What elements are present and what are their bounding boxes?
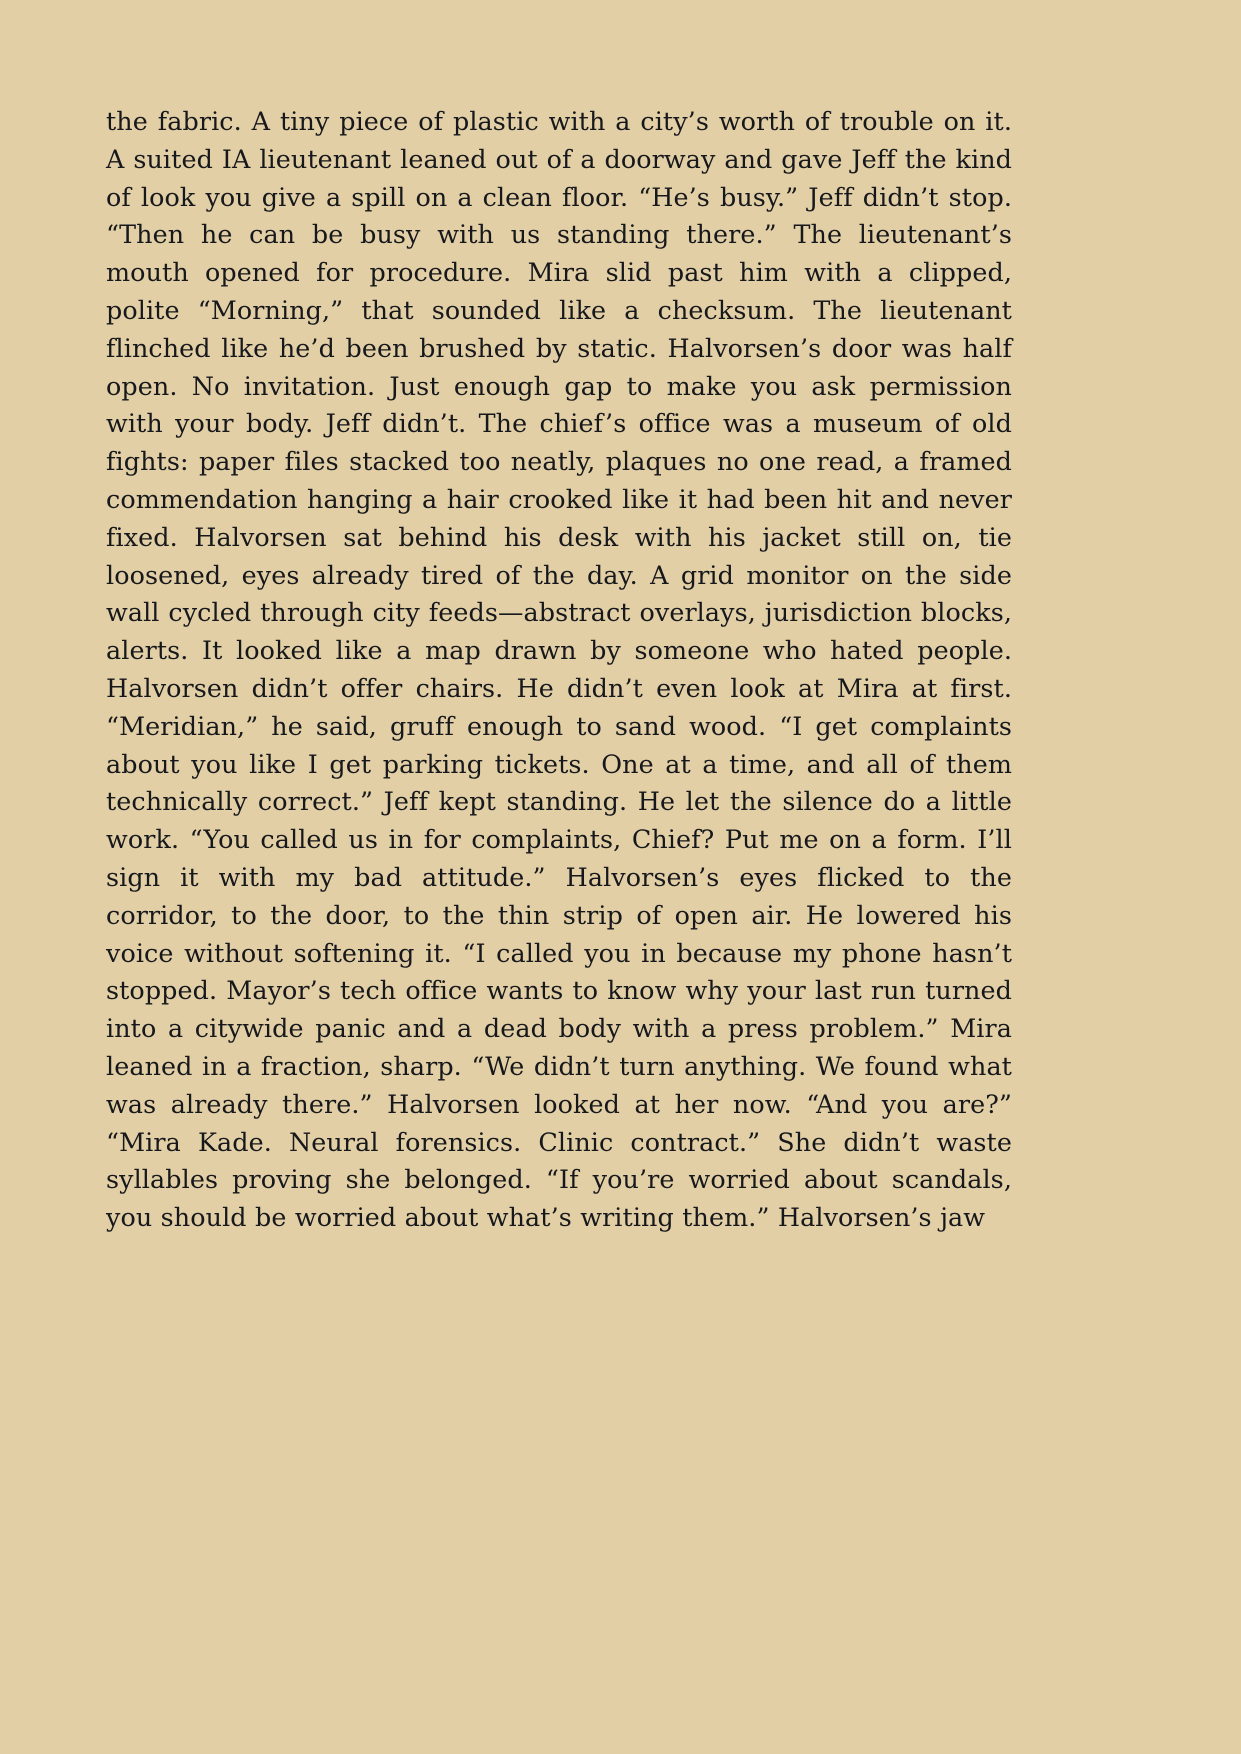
text-column [106,103,1012,1237]
body-paragraph: the fabric. A tiny piece of plastic with a city’s worth of trouble on it. A suited IA lieutenant leaned out of a doorway and gave Jeff the kind of look you give a spill on a clean floor. “He’s busy.” Jeff didn’t stop. “Then he can be busy with us standing there.” The lieutenant’s mouth opened for procedure. Mira slid past him with a clipped, polite “Morning,” that sounded like a checksum. The lieutenant flinched like he’d been brushed by static. Halvorsen’s door was half open. No invitation. Just enough gap to make you ask permission with your body. Jeff didn’t. The chief’s office was a museum of old fights: paper files stacked too neatly, plaques no one read, a framed commendation hanging a hair crooked like it had been hit and never fixed. Halvorsen sat behind his desk with his jacket still on, tie loosened, eyes already tired of the day. A grid monitor on the side wall cycled through city feeds—abstract overlays, jurisdiction blocks, alerts. It looked like a map drawn by someone who hated people. Halvorsen didn’t offer chairs. He didn’t even look at Mira at first. “Meridian,” he said, gruff enough to sand wood. “I get complaints about you like I get parking tickets. One at a time, and all of them technically correct.” Jeff kept standing. He let the silence do a little work. “You called us in for complaints, Chief? Put me on a form. I’ll sign it with my bad attitude.” Halvorsen’s eyes flicked to the corridor, to the door, to the thin strip of open air. He lowered his voice without softening it. “I called you in because my phone hasn’t stopped. Mayor’s tech office wants to know why your last run turned into a citywide panic and a dead body with a press problem.” Mira leaned in a fraction, sharp. “We didn’t turn anything. We found what was already there.” Halvorsen looked at her now. “And you are?” “Mira Kade. Neural forensics. Clinic contract.” She didn’t waste syllables proving she belonged. “If you’re worried about scandals, you should be worried about what’s writing them.” Halvorsen’s jaw [106,106,1012,1233]
